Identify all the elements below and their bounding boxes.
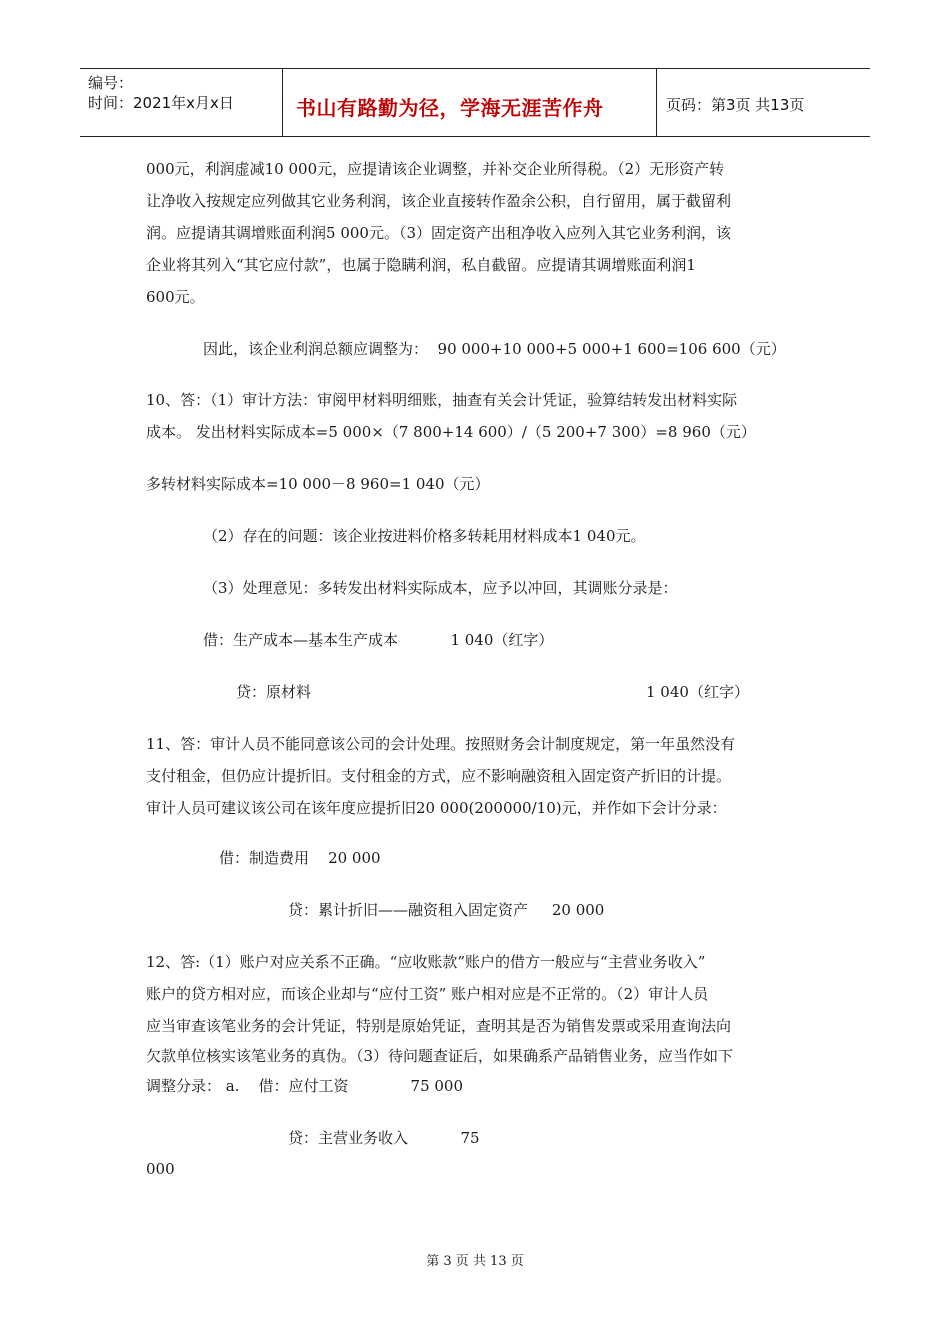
body-line: 企业将其列入“其它应付款”，也属于隐瞒利润，私自截留。应提请其调增账面利润1	[146, 256, 696, 274]
header-divider-left	[282, 68, 283, 136]
journal-entry-credit: 贷：原材料	[236, 683, 312, 701]
body-line: 审计人员可建议该公司在该年度应提折旧20 000(200000/10)元，并作如下会计分录：	[146, 799, 727, 817]
journal-entry-credit: 贷：主营业务收入 75	[288, 1129, 480, 1147]
body-line: （2）存在的问题：该企业按进料价格多转耗用材料成本1 040元。	[203, 527, 646, 545]
body-line: 000元，利润虚减10 000元，应提请该企业调整，并补交企业所得税。（2）无形资产转	[146, 160, 725, 178]
journal-entry-credit: 贷：累计折旧——融资租入固定资产 20 000	[288, 901, 605, 919]
body-line: 让净收入按规定应列做其它业务利润，该企业直接转作盈余公积，自行留用，属于截留利	[146, 192, 732, 210]
body-line: 12、答:（1）账户对应关系不正确。“应收账款”账户的借方一般应与“主营业务收入”	[146, 953, 706, 971]
body-line: 调整分录： a. 借：应付工资 75 000	[146, 1077, 464, 1095]
journal-entry-credit-amount: 1 040（红字）	[646, 683, 749, 701]
journal-entry-debit: 借：生产成本—基本生产成本 1 040（红字）	[203, 631, 554, 649]
page-footer: 第 3 页 共 13 页	[426, 1254, 524, 1269]
body-line: 账户的贷方相对应，而该企业却与“应付工资” 账户相对应是不正常的。（2）审计人员	[146, 985, 709, 1003]
body-line: 润。应提请其调增账面利润5 000元。（3）固定资产出租净收入应列入其它业务利润，该	[146, 224, 731, 242]
body-line: 成本。 发出材料实际成本=5 000×（7 800+14 600）/（5 200+7 300）=8 960（元）	[146, 423, 756, 441]
body-line: 10、答：（1）审计方法：审阅甲材料明细账，抽查有关会计凭证，验算结转发出材料实际	[146, 391, 738, 409]
body-line: 支付租金，但仍应计提折旧。支付租金的方式，应不影响融资租入固定资产折旧的计提。	[146, 767, 732, 785]
body-line: 应当审查该笔业务的会计凭证，特别是原始凭证，查明其是否为销售发票或采用查询法向	[146, 1017, 732, 1035]
header-bottom-rule	[80, 136, 870, 137]
header-top-rule	[80, 68, 870, 69]
header-page-label: 页码：第3页 共13页	[666, 96, 805, 114]
body-line: （3）处理意见：多转发出材料实际成本，应予以冲回，其调账分录是：	[203, 579, 678, 597]
body-line: 600元。	[146, 288, 205, 306]
header-divider-right	[656, 68, 657, 136]
header-time-label: 时间：2021年x月x日	[88, 94, 234, 112]
body-line: 11、答：审计人员不能同意该公司的会计处理。按照财务会计制度规定，第一年虽然没有	[146, 735, 736, 753]
body-line: 000	[146, 1160, 175, 1178]
body-line: 欠款单位核实该笔业务的真伪。（3）待问题查证后，如果确系产品销售业务，应当作如下	[146, 1047, 734, 1065]
header-motto: 书山有路勤为径，学海无涯苦作舟	[296, 96, 604, 120]
body-line: 多转材料实际成本=10 000－8 960=1 040（元）	[146, 475, 490, 493]
body-line: 因此，该企业利润总额应调整为： 90 000+10 000+5 000+1 600=106 600（元）	[203, 340, 786, 358]
header-number-label: 编号：	[88, 74, 134, 92]
journal-entry-debit: 借：制造费用 20 000	[219, 849, 381, 867]
